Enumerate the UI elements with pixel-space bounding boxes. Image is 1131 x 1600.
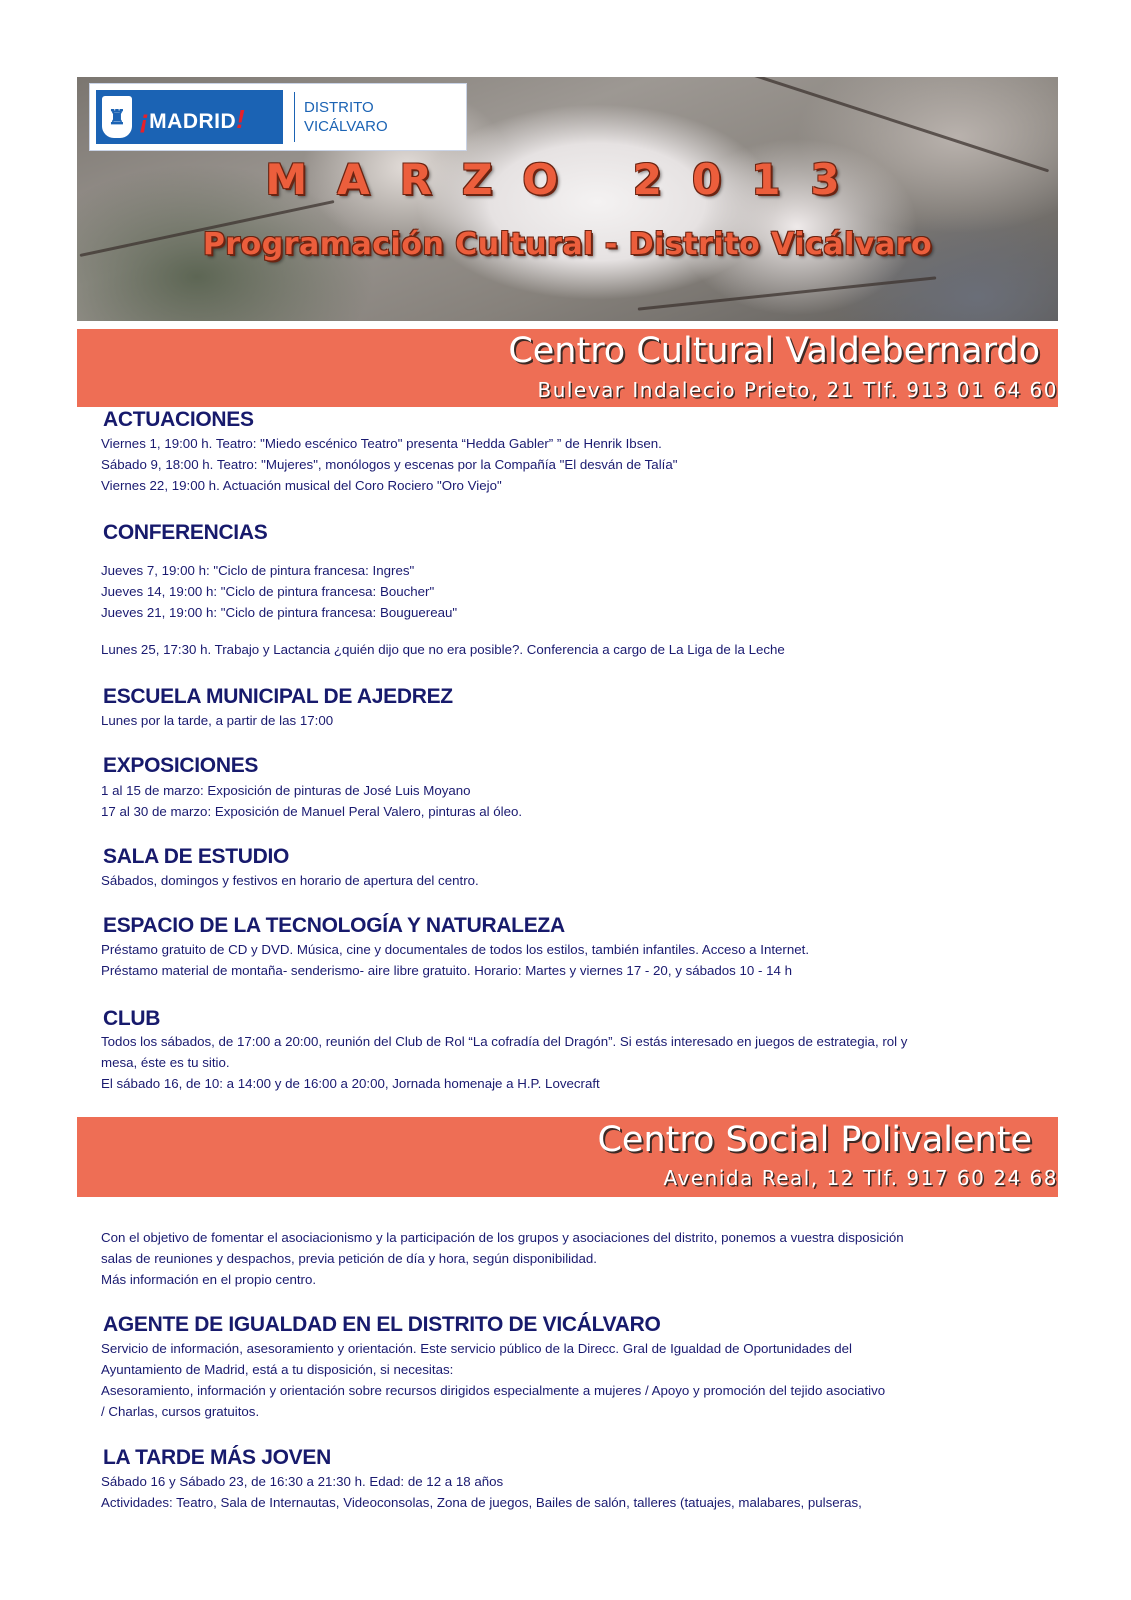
- section-title: ESPACIO DE LA TECNOLOGÍA Y NATURALEZA: [103, 914, 565, 937]
- logo-divider: [294, 92, 295, 142]
- intro-line: salas de reuniones y despachos, previa petición de día y hora, según disponibilidad.: [101, 1251, 598, 1266]
- center-header-cultural: [77, 329, 1058, 407]
- section-line: Sábados, domingos y festivos en horario de apertura del centro.: [101, 873, 479, 888]
- section-line: Jueves 21, 19:00 h: "Ciclo de pintura francesa: Bouguereau": [101, 605, 458, 620]
- madrid-logo: [89, 83, 467, 151]
- section-title: AGENTE DE IGUALDAD EN EL DISTRITO DE VICÁLVARO: [103, 1313, 661, 1336]
- section-line: / Charlas, cursos gratuitos.: [101, 1404, 260, 1419]
- section-line: Todos los sábados, de 17:00 a 20:00, reunión del Club de Rol “La cofradía del Dragón”. Si estás interesado en juegos de estrategia, rol y: [101, 1034, 908, 1049]
- center-header-social: [77, 1117, 1058, 1197]
- center-name: Centro Social Polivalente: [597, 1120, 1032, 1160]
- logo-brand: ¡MADRID!: [140, 104, 246, 134]
- section-line: Sábado 16 y Sábado 23, de 16:30 a 21:30 h. Edad: de 12 a 18 años: [101, 1474, 504, 1489]
- intro-line: Con el objetivo de fomentar el asociacionismo y la participación de los grupos y asociaciones del distrito, ponemos a vuestra disposición: [101, 1230, 904, 1245]
- section-line: El sábado 16, de 10: a 14:00 y de 16:00 a 20:00, Jornada homenaje a H.P. Lovecraft: [101, 1076, 600, 1091]
- section-line: Sábado 9, 18:00 h. Teatro: "Mujeres", monólogos y escenas por la Compañía "El desván de Talía": [101, 457, 678, 472]
- section-title: ESCUELA MUNICIPAL DE AJEDREZ: [103, 685, 453, 708]
- section-title: LA TARDE MÁS JOVEN: [103, 1446, 331, 1469]
- center-name: Centro Cultural Valdebernardo: [508, 331, 1040, 371]
- section-title: CLUB: [103, 1007, 161, 1030]
- section-title: CONFERENCIAS: [103, 521, 268, 544]
- section-line: Préstamo material de montaña- senderismo- aire libre gratuito. Horario: Martes y viernes 17 - 20, y sábados 10 - 14 h: [101, 963, 793, 978]
- section-line: Servicio de información, asesoramiento y orientación. Este servicio público de la Direcc. Gral de Igualdad de Oportunidades del: [101, 1341, 852, 1356]
- section-line: 17 al 30 de marzo: Exposición de Manuel Peral Valero, pinturas al óleo.: [101, 804, 523, 819]
- city-crest-icon: ♜: [102, 96, 132, 138]
- section-line: Jueves 14, 19:00 h: "Ciclo de pintura francesa: Boucher": [101, 584, 435, 599]
- header-banner: [77, 77, 1058, 321]
- center-address: Bulevar Indalecio Prieto, 21 Tlf. 913 01 64 60: [537, 378, 1058, 402]
- section-title: ACTUACIONES: [103, 408, 254, 431]
- section-line: Viernes 1, 19:00 h. Teatro: "Miedo escénico Teatro" presenta “Hedda Gabler” ” de Henrik Ibsen.: [101, 436, 662, 451]
- section-line: Préstamo gratuito de CD y DVD. Música, cine y documentales de todos los estilos, también infantiles. Acceso a Internet.: [101, 942, 810, 957]
- banner-month: MARZO 2013: [265, 155, 870, 204]
- logo-district: [304, 98, 388, 136]
- branch-decoration: [638, 276, 937, 310]
- section-line: Viernes 22, 19:00 h. Actuación musical del Coro Rociero "Oro Viejo": [101, 478, 502, 493]
- center-address: Avenida Real, 12 Tlf. 917 60 24 68: [663, 1166, 1058, 1190]
- logo-district-line1: DISTRITO: [304, 99, 374, 116]
- section-line: Actividades: Teatro, Sala de Internautas, Videoconsolas, Zona de juegos, Bailes de salón, talleres (tatuajes, malabares, pulseras,: [101, 1495, 862, 1510]
- intro-line: Más información en el propio centro.: [101, 1272, 317, 1287]
- section-line: Asesoramiento, información y orientación sobre recursos dirigidos especialmente a mujeres / Apoyo y promoción del tejido asociativo: [101, 1383, 886, 1398]
- banner-subtitle: Programación Cultural - Distrito Vicálvaro: [202, 227, 933, 262]
- section-line: Ayuntamiento de Madrid, está a tu disposición, si necesitas:: [101, 1362, 454, 1377]
- section-line: Lunes 25, 17:30 h. Trabajo y Lactancia ¿quién dijo que no era posible?. Conferencia a cargo de La Liga de la Leche: [101, 642, 785, 657]
- section-title: EXPOSICIONES: [103, 754, 259, 777]
- section-line: Lunes por la tarde, a partir de las 17:00: [101, 713, 334, 728]
- section-line: Jueves 7, 19:00 h: "Ciclo de pintura francesa: Ingres": [101, 563, 415, 578]
- section-line: 1 al 15 de marzo: Exposición de pinturas de José Luis Moyano: [101, 783, 471, 798]
- madrid-logo-block: [96, 90, 283, 144]
- section-title: SALA DE ESTUDIO: [103, 845, 290, 868]
- section-line: mesa, éste es tu sitio.: [101, 1055, 230, 1070]
- logo-district-line2: VICÁLVARO: [304, 118, 388, 135]
